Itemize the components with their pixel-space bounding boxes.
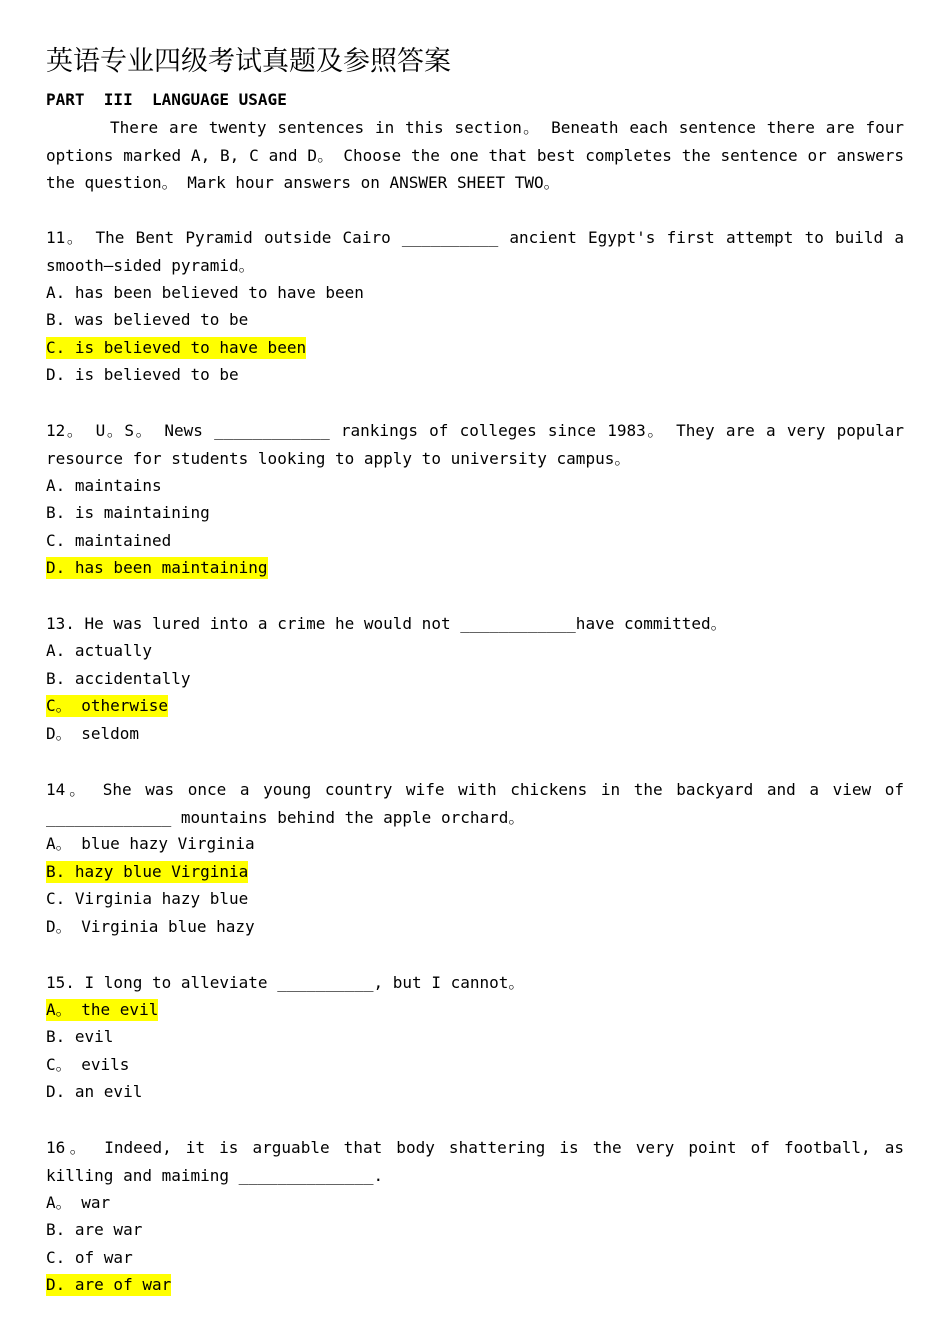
option: A. actually (46, 641, 152, 660)
option: B. evil (46, 1027, 114, 1046)
question-stem: 15. I long to alleviate __________, but I cannot。 (46, 973, 525, 992)
part-heading: PART III LANGUAGE USAGE (46, 90, 287, 109)
document-title: 英语专业四级考试真题及参照答案 (46, 46, 451, 77)
option-highlighted: C。 otherwise (46, 696, 168, 715)
option: C。 evils (46, 1055, 130, 1074)
option: B. accidentally (46, 669, 191, 688)
question-stem: 13. He was lured into a crime he would not ____________have committed。 (46, 614, 727, 633)
option: D。 seldom (46, 724, 140, 743)
question-stem: 14。 She was once a young country wife with chickens in the backyard and a view of _____________ mountains behind the apple orchard。 (46, 780, 904, 827)
option: C. Virginia hazy blue (46, 889, 249, 908)
instructions: There are twenty sentences in this section。 Beneath each sentence there are four options marked A, B, C and D。 Choose the one that best completes the sentence or answers the question。 Mark hour answers on ANSWER SHEET TWO。 (46, 118, 904, 192)
option: D. an evil (46, 1082, 143, 1101)
option: B. was believed to be (46, 310, 249, 329)
option: A。 war (46, 1193, 111, 1212)
option: A. has been believed to have been (46, 283, 364, 302)
option: C. maintained (46, 531, 172, 550)
option-highlighted: C. is believed to have been (46, 338, 307, 357)
option: B. is maintaining (46, 503, 210, 522)
question-stem: 11。 The Bent Pyramid outside Cairo __________ ancient Egypt's first attempt to build a smooth—sided pyramid。 (46, 228, 904, 275)
option: D。 Virginia blue hazy (46, 917, 255, 936)
option-highlighted: A。 the evil (46, 1000, 159, 1019)
option: D. is believed to be (46, 365, 239, 384)
option-highlighted: B. hazy blue Virginia (46, 862, 249, 881)
option-highlighted: D. are of war (46, 1275, 172, 1294)
option: A. maintains (46, 476, 162, 495)
option: B. are war (46, 1220, 143, 1239)
option: C. of war (46, 1248, 133, 1267)
option-highlighted: D. has been maintaining (46, 558, 268, 577)
question-stem: 16。 Indeed, it is arguable that body shattering is the very point of football, as killing and maiming ______________. (46, 1138, 904, 1185)
question-stem: 12。 U。S。 News ____________ rankings of colleges since 1983。 They are a very popular resource for students looking to apply to university campus。 (46, 421, 904, 468)
option: A。 blue hazy Virginia (46, 834, 255, 853)
